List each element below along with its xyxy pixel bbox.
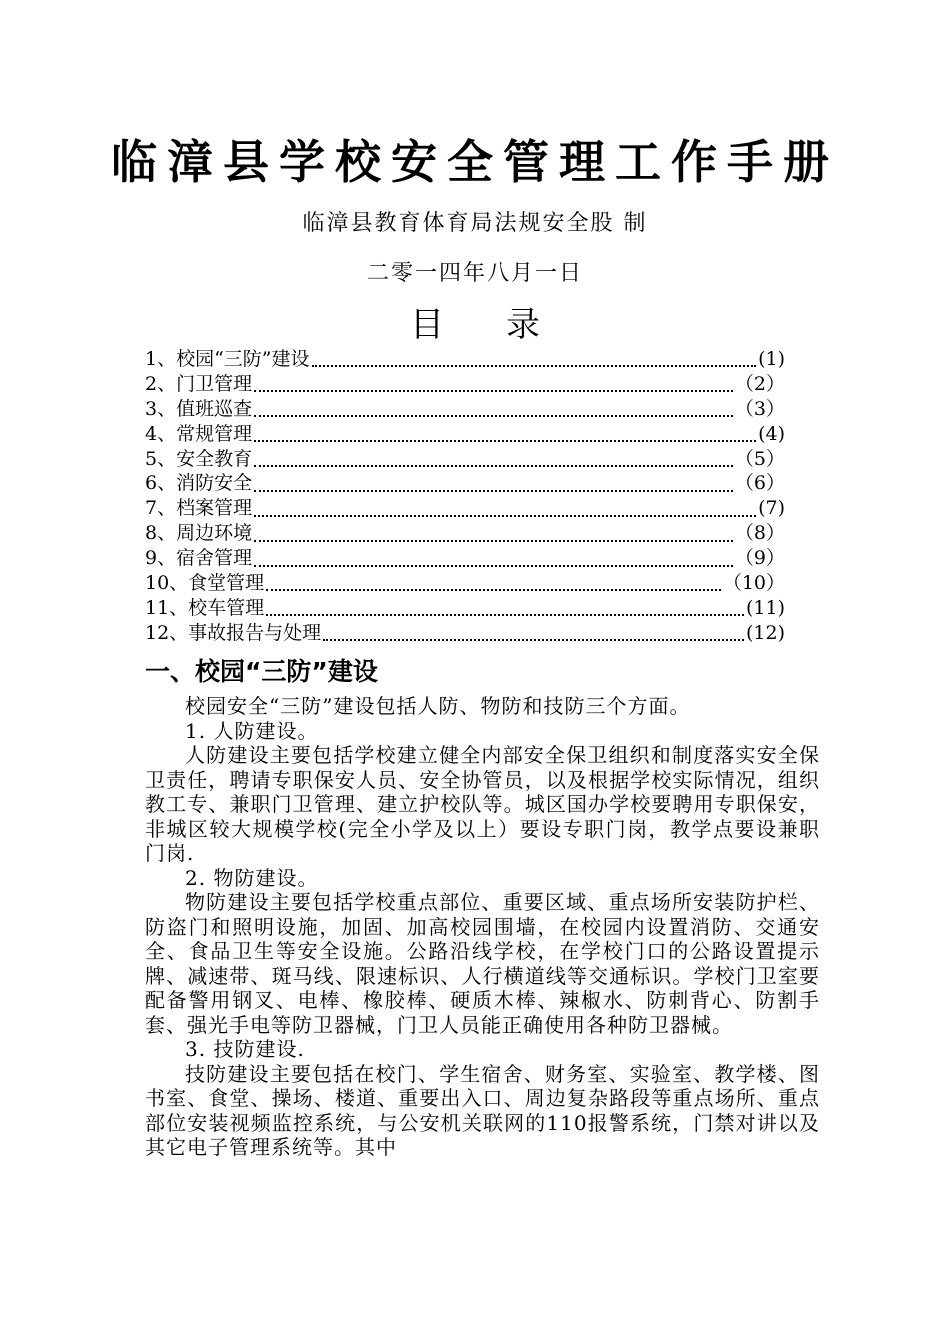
subsection-heading: 3. 技防建设. — [185, 1037, 305, 1061]
toc-item-page: （6） — [734, 472, 785, 495]
toc-item-label: 6、消防安全 — [145, 472, 253, 495]
toc-item[interactable] — [145, 471, 785, 496]
toc-item[interactable] — [145, 347, 785, 372]
toc-item-label: 1、校园“三防”建设 — [145, 348, 310, 370]
toc-item-label: 11、校车管理 — [145, 596, 265, 619]
toc-item-label: 12、事故报告与处理 — [145, 621, 322, 644]
toc-item-page: （3） — [734, 397, 785, 420]
body-paragraph: 技防建设主要包括在校门、学生宿舍、财务室、实验室、教学楼、图书室、食堂、操场、楼道、重要出入口、周边复杂路段等重点场所、重点部位安装视频监控系统，与公安机关联网的110报警系统，门禁对讲以及其它电子管理系统等。其中 — [145, 1061, 820, 1159]
toc-item[interactable] — [145, 397, 785, 422]
toc-heading-part: 目 — [410, 305, 444, 345]
toc-leader-dots — [254, 401, 733, 417]
document-title: 临漳县学校安全管理工作手册 — [111, 135, 839, 189]
toc-item-label: 4、常规管理 — [145, 422, 253, 445]
toc-item-label: 3、值班巡查 — [145, 397, 253, 420]
toc-item[interactable] — [145, 546, 785, 571]
subsection-heading: 1. 人防建设。 — [185, 718, 319, 743]
toc-leader-dots — [254, 451, 733, 467]
toc-leader-dots — [254, 426, 756, 442]
toc-item-page: (7) — [758, 497, 785, 520]
toc-item-page: （2） — [734, 372, 785, 395]
toc-leader-dots — [254, 476, 733, 492]
toc-item-label: 7、档案管理 — [145, 497, 253, 520]
toc-heading — [0, 302, 950, 348]
toc-item-label: 5、安全教育 — [145, 447, 253, 470]
toc-item-label: 8、周边环境 — [145, 522, 253, 545]
body-paragraph: 校园安全“三防”建设包括人防、物防和技防三个方面。 — [185, 694, 691, 718]
toc-item[interactable] — [145, 496, 785, 521]
body-paragraph: 物防建设主要包括学校重点部位、重要区域、重点场所安装防护栏、防盗门和照明设施，加固、加高校园围墙，在校园内设置消防、交通安全、食品卫生等安全设施。公路沿线学校，在学校门口的公路设置提示牌、减速带、斑马线、限速标识、人行横道线等交通标识。学校门卫室要配备警用钢叉、电棒、橡胶棒、硬质木棒、辣椒水、防刺背心、防割手套、强光手电等防卫器械，门卫人员能正确使用各种防卫器械。 — [145, 890, 820, 1037]
toc-leader-dots — [254, 526, 733, 542]
toc-item-label: 9、宿舍管理 — [145, 547, 253, 570]
document-body — [145, 694, 820, 1160]
toc-item-page: （5） — [734, 447, 785, 470]
toc-item[interactable] — [145, 447, 785, 472]
document-author: 临漳县教育体育局法规安全股 制 — [302, 211, 648, 236]
toc-item[interactable] — [145, 521, 785, 546]
toc-leader-dots — [312, 351, 757, 367]
toc-item-page: （8） — [734, 522, 785, 545]
toc-item-page: (12) — [745, 621, 785, 644]
toc-leader-dots — [254, 551, 733, 567]
toc-leader-dots — [266, 600, 744, 616]
toc-leader-dots — [266, 575, 721, 591]
toc-item[interactable] — [145, 372, 785, 397]
toc-leader-dots — [254, 376, 733, 392]
subsection-heading: 2. 物防建设。 — [185, 865, 319, 890]
toc-item-page: （9） — [734, 547, 785, 570]
toc-leader-dots — [323, 625, 744, 641]
body-paragraph: 人防建设主要包括学校建立健全内部安全保卫组织和制度落实安全保卫责任，聘请专职保安人员、安全协管员，以及根据学校实际情况，组织教工专、兼职门卫管理、建立护校队等。城区国办学校要聘用专职保安，非城区较大规模学校(完全小学及以上）要设专职门岗，教学点要设兼职门岗. — [145, 743, 820, 865]
toc-item-page: (1) — [758, 348, 785, 370]
toc-item[interactable] — [145, 422, 785, 447]
table-of-contents — [145, 347, 785, 646]
document-date: 二零一四年八月一日 — [366, 261, 583, 286]
toc-item-page: （10） — [722, 572, 785, 595]
toc-item-label: 10、食堂管理 — [145, 572, 265, 595]
toc-item-page: (4) — [758, 422, 785, 445]
toc-leader-dots — [254, 501, 756, 517]
toc-item[interactable] — [145, 621, 785, 646]
section-heading: 一、校园“三防”建设 — [145, 657, 378, 686]
toc-item-label: 2、门卫管理 — [145, 372, 253, 395]
toc-item[interactable] — [145, 596, 785, 621]
toc-heading-part: 录 — [506, 305, 540, 345]
toc-item[interactable] — [145, 571, 785, 596]
toc-item-page: (11) — [745, 596, 785, 619]
